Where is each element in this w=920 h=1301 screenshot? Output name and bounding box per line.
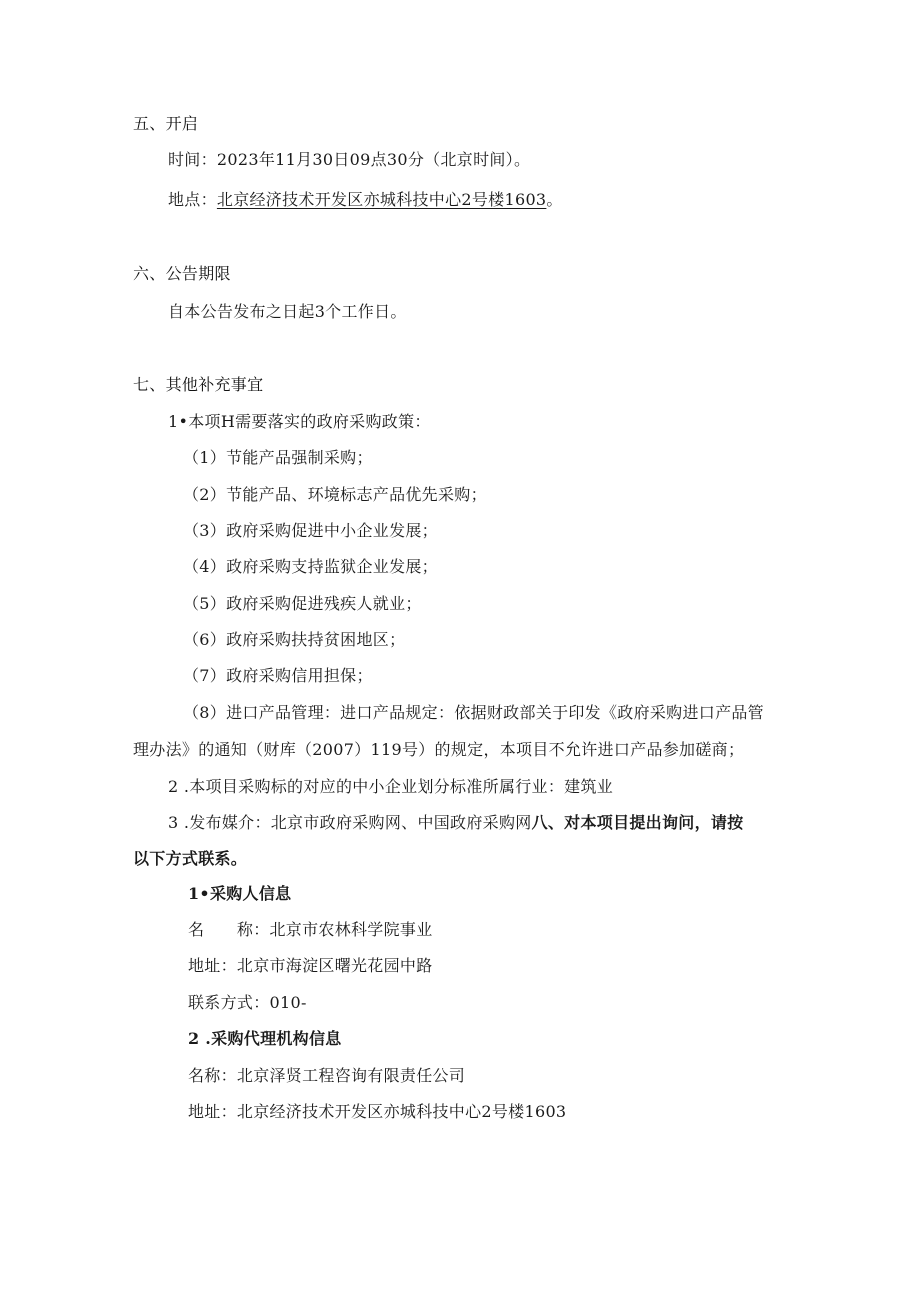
open-place-value: 北京经济技术开发区亦城科技中心2号楼1603	[216, 190, 547, 209]
policy-item-import-line1: （8）进口产品管理：进口产品规定：依据财政部关于印发《政府采购进口产品管	[183, 703, 764, 722]
section-six-heading: 六、公告期限	[133, 264, 231, 283]
open-place-line	[168, 190, 563, 210]
policy-item: （5）政府采购促进残疾人就业；	[183, 594, 422, 613]
agency-name: 名称：北京泽贤工程咨询有限责任公司	[188, 1066, 466, 1085]
policy-item: （6）政府采购扶持贫困地区；	[183, 630, 406, 649]
policy-item: （2）节能产品、环境标志产品优先采购；	[183, 485, 487, 504]
open-place-end: 。	[546, 190, 563, 209]
open-time-line	[168, 150, 530, 170]
policy-intro: 1•本项H需要落实的政府采购政策：	[168, 412, 431, 431]
purchaser-phone: 联系方式：010-	[188, 993, 307, 1012]
publication-media-line	[168, 813, 743, 833]
policy-item: （3）政府采购促进中小企业发展；	[183, 521, 438, 540]
policy-item: （7）政府采购信用担保；	[183, 666, 373, 685]
purchaser-info-heading: 1•采购人信息	[188, 884, 292, 903]
open-time-label: 时间：	[168, 150, 217, 169]
announcement-period-text: 自本公告发布之日起3个工作日。	[168, 302, 407, 321]
open-place-label: 地点：	[168, 190, 217, 209]
industry-classification: 2 .本项目采购标的对应的中小企业划分标准所属行业：建筑业	[168, 777, 614, 796]
publication-media-text: 3 .发布媒介：北京市政府采购网、中国政府采购网	[168, 813, 532, 832]
purchaser-name: 名 称：北京市农林科学院事业	[188, 920, 433, 939]
section-seven-heading: 七、其他补充事宜	[133, 375, 264, 394]
policy-item: （4）政府采购支持监狱企业发展；	[183, 557, 438, 576]
agency-address: 地址：北京经济技术开发区亦城科技中心2号楼1603	[188, 1102, 567, 1121]
section-eight-heading-continued: 以下方式联系。	[133, 849, 248, 868]
section-five-heading: 五、开启	[133, 114, 199, 133]
policy-item: （1）节能产品强制采购；	[183, 448, 373, 467]
open-time-value: 2023年11月30日09点30分（北京时间）。	[216, 150, 531, 169]
section-eight-inline-heading: 八、对本项目提出询问，请按	[531, 813, 744, 832]
agency-info-heading: 2 .采购代理机构信息	[188, 1029, 342, 1048]
purchaser-address: 地址：北京市海淀区曙光花园中路	[188, 956, 433, 975]
policy-item-import-line2: 理办法》的通知（财库（2007）119号）的规定，本项目不允许进口产品参加磋商；	[133, 740, 745, 759]
